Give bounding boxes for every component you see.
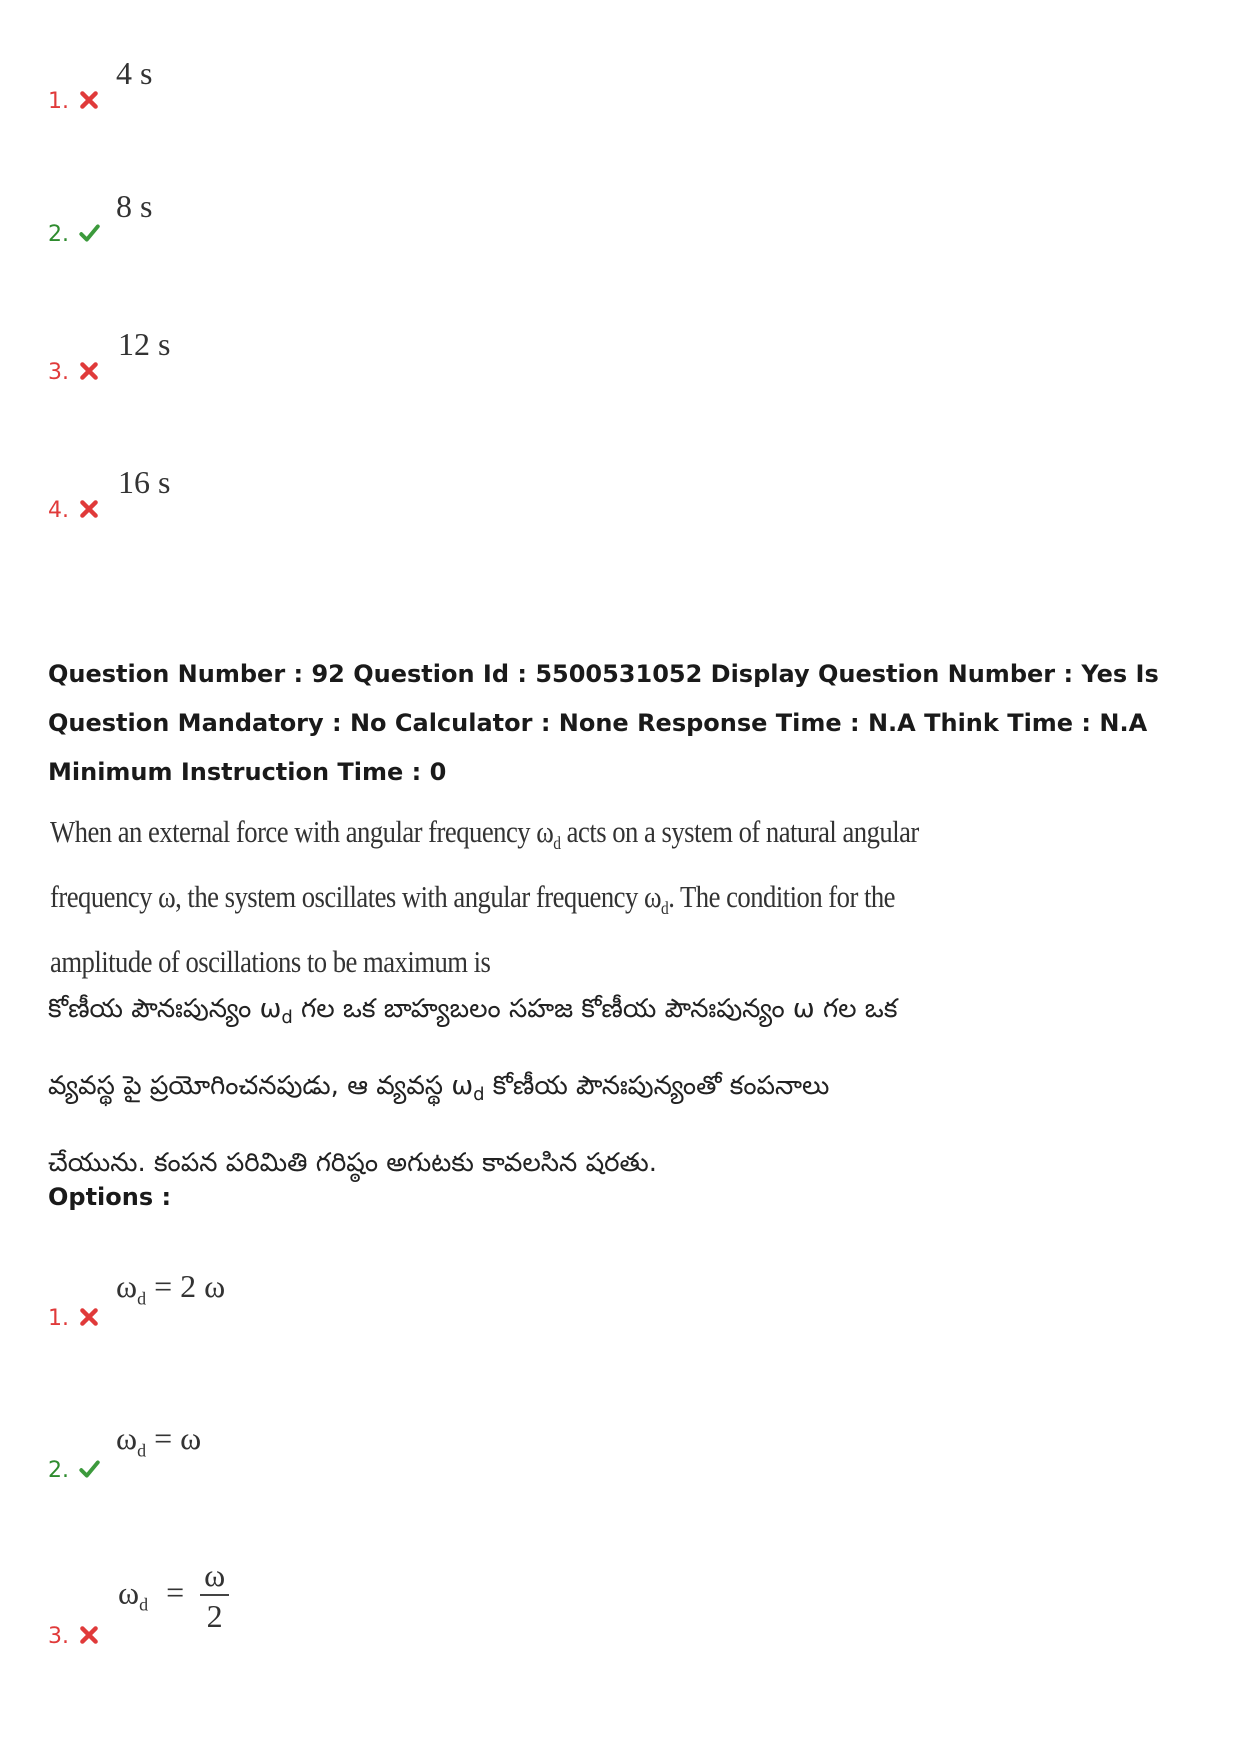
- cross-icon: [78, 1624, 100, 1646]
- prev-option-4: [48, 464, 448, 524]
- cross-icon: [78, 498, 100, 520]
- checkmark-icon: [78, 1458, 100, 1480]
- option-number: 2.: [48, 222, 69, 247]
- option-text: 8 s: [116, 188, 153, 224]
- option-text: 16 s: [118, 464, 171, 500]
- option-text: 12 s: [118, 326, 171, 362]
- cross-icon: [78, 89, 100, 111]
- prev-option-2: [48, 188, 448, 248]
- question-text-telugu: కోణీయ పౌనఃపున్యం $\omega_d$ గల ఒక బాహ్యబలం సహజ కోణీయ పౌనఃపున్యం ω గల ఒక వ్యవస్థ పై ప్రయోగించనపుడు, ఆ వ్యవస్థ $\omega_d$ కోణీయ పౌనఃపున్యంతో కంపనాలు చేయును. కంపన పరిమితి గరిష్ఠం అగుటకు కావలసిన షరతు.: [48, 994, 898, 1179]
- option-equation: $\omega_d$ = $\frac{\omega}{2}$: [118, 1556, 229, 1636]
- option-number: 1.: [48, 1306, 69, 1331]
- option-equation: $\omega_d = 2$ ω: [116, 1268, 226, 1309]
- question-text-english: When an external force with angular frequency $\omega_d$ acts on a system of natural angular frequency ω, the system oscillates with angular frequency $\omega_d$. The condition for the amplitude of oscillations to be maximum is: [50, 814, 919, 980]
- prev-option-1: [48, 55, 448, 115]
- option-number: 3.: [48, 1624, 69, 1649]
- prev-option-3: [48, 326, 448, 386]
- option-number: 4.: [48, 498, 69, 523]
- option-text: 4 s: [116, 55, 153, 91]
- question-meta: Question Number : 92 Question Id : 5500531052 Display Question Number : Yes Is Question Mandatory : No Calculator : None Response Time : N.A Think Time : N.A Minimum Instruction Time : 0: [48, 660, 1159, 786]
- fraction: $\frac{\omega}{2}$: [200, 1556, 229, 1636]
- option-3: [48, 1557, 448, 1650]
- cross-icon: [78, 360, 100, 382]
- cross-icon: [78, 1306, 100, 1328]
- options-label: Options :: [48, 1183, 172, 1211]
- option-number: 1.: [48, 89, 69, 114]
- option-number: 2.: [48, 1458, 69, 1483]
- option-equation: $\omega_d = \omega$: [116, 1420, 202, 1461]
- option-2: [48, 1420, 448, 1484]
- option-1: [48, 1268, 448, 1332]
- option-number: 3.: [48, 360, 69, 385]
- checkmark-icon: [78, 222, 100, 244]
